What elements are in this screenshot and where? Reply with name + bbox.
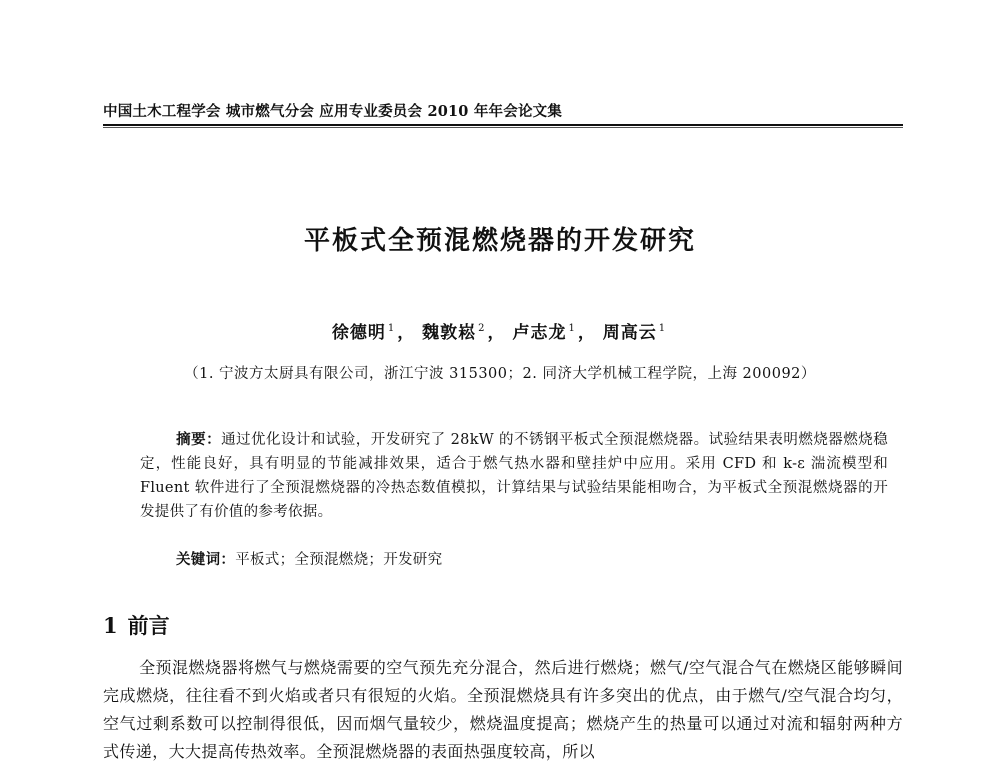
affiliations: （1. 宁波方太厨具有限公司，浙江宁波 315300；2. 同济大学机械工程学院，上海 200092） [184,366,816,382]
header-rule-thin [103,127,903,128]
body-paragraph [103,654,903,766]
section-title: 前言 [127,613,170,638]
keywords-text: 平板式；全预混燃烧；开发研究 [235,552,443,568]
section-heading [103,610,170,640]
body-text: 全预混燃烧器将燃气与燃烧需要的空气预先充分混合，然后进行燃烧；燃气/空气混合气在燃烧区能够瞬间完成燃烧，往往看不到火焰或者只有很短的火焰。全预混燃烧具有许多突出的优点，由于燃气/空气混合均匀，空气过剩系数可以控制得很低，因而烟气量较少，燃烧温度提高；燃烧产生的热量可以通过对流和辐射两种方式传递，大大提高传热效率。全预混燃烧器的表面热强度较高，所以 [103,658,903,761]
abstract [140,428,888,524]
author-name: 徐德明 [331,323,386,343]
author-affiliation-mark: 1 [658,323,667,335]
header-rule [103,124,903,126]
author-affiliation-mark: 1 [387,323,396,335]
keywords [176,548,876,569]
paper-title: 平板式全预混燃烧器的开发研究 [303,226,696,256]
keywords-label: 关键词： [176,551,236,568]
author-name: 卢志龙 [512,323,567,343]
section-number: 1 [103,613,118,638]
author-name: 魏敦崧 [422,323,477,343]
author-affiliation-mark: 2 [478,323,486,335]
abstract-label: 摘要： [176,431,222,448]
author-list: 徐德明 $^1$ ， 魏敦崧 $^2$ ， 卢志龙 $^1$ ， 周高云 $^1$ [331,323,667,343]
abstract-text: 通过优化设计和试验，开发研究了 28kW 的不锈钢平板式全预混燃烧器。试验结果表明燃烧器燃烧稳定，性能良好，具有明显的节能减排效果，适合于燃气热水器和壁挂炉中应用。采用 CFD 和 k-ε 湍流模型和 Fluent 软件进行了全预混燃烧器的冷热态数值模拟，计算结果与试验结果能相吻合，为平板式全预混燃烧器的开发提供了有价值的参考依据。 [140,432,888,520]
author-name: 周高云 [602,323,657,343]
running-header: 中国土木工程学会 城市燃气分会 应用专业委员会 2010 年年会论文集 [103,103,563,120]
author-affiliation-mark: 1 [568,323,576,335]
